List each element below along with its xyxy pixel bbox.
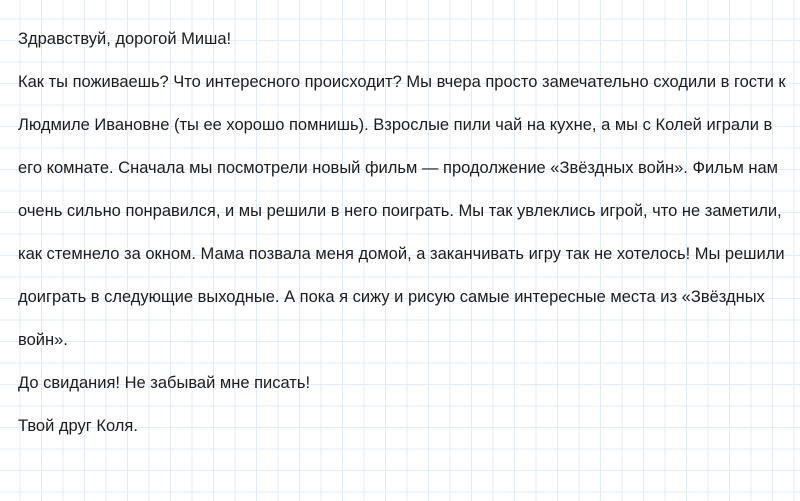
letter-farewell: До свидания! Не забывай мне писать!	[18, 374, 311, 392]
letter-text-block	[18, 18, 786, 448]
letter-greeting: Здравствуй, дорогой Миша!	[18, 30, 232, 48]
letter-body: Как ты поживаешь? Что интересного происходит? Мы вчера просто замечательно сходили в гости к Людмиле Ивановне (ты ее хорошо помнишь). Взрослые пили чай на кухне, а мы с Колей играли в его комнате. Сначала мы посмотрели новый фильм — продолжение «Звёздных войн». Фильм нам очень сильно понравился, и мы решили в него поиграть. Мы так увлеклись игрой, что не заметили, как стемнело за окном. Мама позвала меня домой, а заканчивать игру так не хотелось! Мы решили доиграть в следующие выходные. А пока я сижу и рисую самые интересные места из «Звёздных войн».	[18, 73, 786, 349]
letter-signature: Твой друг Коля.	[18, 417, 138, 435]
